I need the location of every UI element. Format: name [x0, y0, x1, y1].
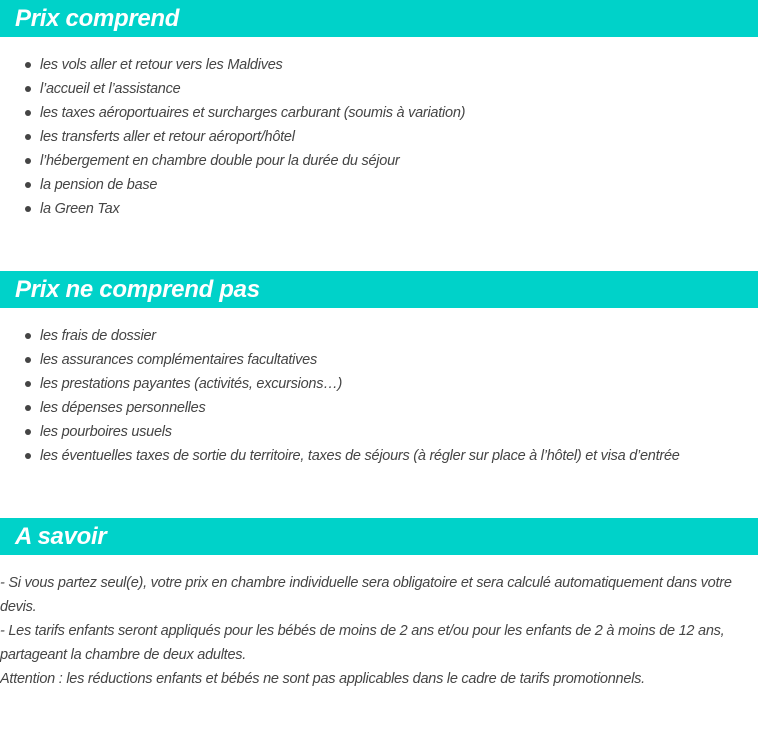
bullet-icon — [25, 405, 31, 411]
info-paragraph: - Si vous partez seul(e), votre prix en chambre individuelle sera obligatoire et sera calculé automatiquement dans votre devis. — [0, 575, 732, 615]
list-item: les vols aller et retour vers les Maldives — [0, 53, 465, 77]
bullet-icon — [25, 110, 31, 116]
section-header-a-savoir: A savoir — [0, 518, 758, 555]
list-item: les prestations payantes (activités, excursions…) — [0, 372, 680, 396]
bullet-icon — [25, 206, 31, 212]
list-item: les assurances complémentaires facultatives — [0, 348, 680, 372]
bullet-icon — [25, 381, 31, 387]
list-item: les pourboires usuels — [0, 420, 680, 444]
bullet-icon — [25, 158, 31, 164]
bullet-icon — [25, 333, 31, 339]
list-item: la pension de base — [0, 173, 465, 197]
excluded-list — [0, 324, 680, 468]
list-item: la Green Tax — [0, 197, 465, 221]
bullet-icon — [25, 86, 31, 92]
bullet-icon — [25, 182, 31, 188]
info-paragraph: Attention : les réductions enfants et bébés ne sont pas applicables dans le cadre de tarifs promotionnels. — [0, 671, 645, 687]
bullet-icon — [25, 453, 31, 459]
list-item: l’accueil et l’assistance — [0, 77, 465, 101]
section-header-prix-comprend: Prix comprend — [0, 0, 758, 37]
list-item: les taxes aéroportuaires et surcharges carburant (soumis à variation) — [0, 101, 465, 125]
list-item: les transferts aller et retour aéroport/hôtel — [0, 125, 465, 149]
list-item: les frais de dossier — [0, 324, 680, 348]
info-paragraphs — [0, 571, 758, 691]
bullet-icon — [25, 62, 31, 68]
included-list — [0, 53, 465, 221]
info-paragraph: - Les tarifs enfants seront appliqués pour les bébés de moins de 2 ans et/ou pour les enfants de 2 à moins de 12 ans, partageant la chambre de deux adultes. — [0, 623, 725, 663]
list-item: l’hébergement en chambre double pour la durée du séjour — [0, 149, 465, 173]
bullet-icon — [25, 134, 31, 140]
list-item: les dépenses personnelles — [0, 396, 680, 420]
bullet-icon — [25, 357, 31, 363]
section-header-prix-ne-comprend-pas: Prix ne comprend pas — [0, 271, 758, 308]
list-item: les éventuelles taxes de sortie du territoire, taxes de séjours (à régler sur place à l’hôtel) et visa d’entrée — [0, 444, 680, 468]
bullet-icon — [25, 429, 31, 435]
